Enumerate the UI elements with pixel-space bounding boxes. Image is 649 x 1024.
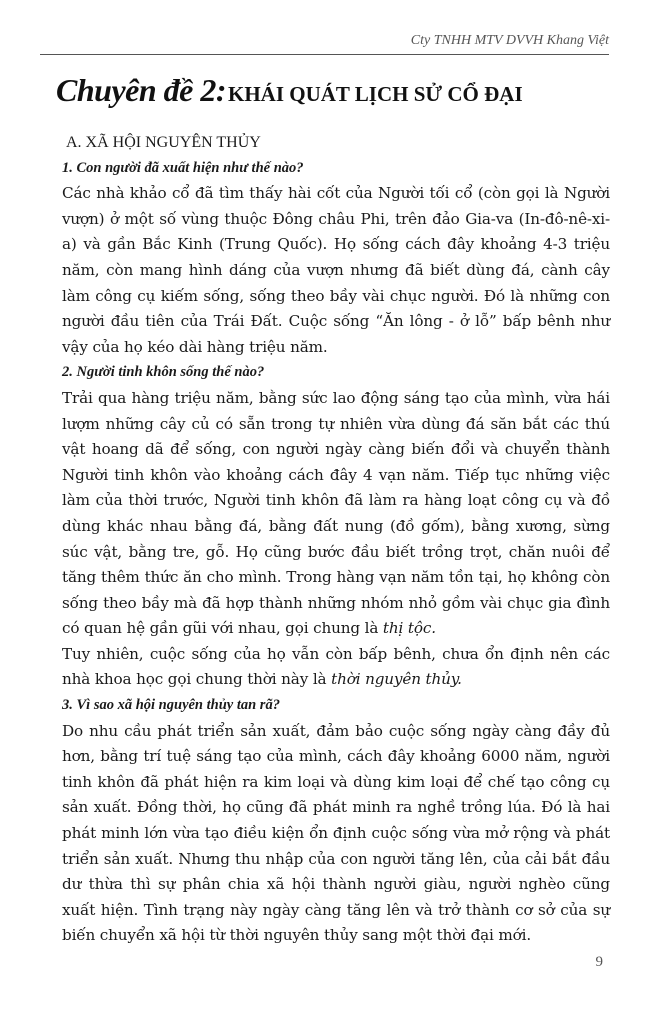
paragraph-q2-2: [62, 642, 610, 693]
running-header: [40, 28, 609, 55]
page-number: 9: [595, 954, 603, 970]
paragraph-q2-2-text: Tuy nhiên, cuộc sống của họ vẫn còn bấp bênh, chưa ổn định nên các nhà khoa học gọi chung thời này là: [62, 644, 610, 689]
paragraph-q1: [62, 181, 610, 360]
paragraph-q3-text: Do nhu cầu phát triển sản xuất, đảm bảo cuộc sống ngày càng đầy đủ hơn, bằng trí tuệ sáng tạo của mình, cách đây khoảng 6000 năm, người tinh khôn đã phát hiện ra kim loại và dùng kim loại để chế tạo công cụ sản xuất. Đồng thời, họ cũng đã phát minh ra nghề trồng lúa. Đó là hai phát minh lớn vừa tạo điều kiện ổn định cuộc sống vừa mở rộng và phát triển sản xuất. Nhưng thu nhập của con người tăng lên, của cải bắt đầu dư thừa thì sự phân chia xã hội thành người giàu, người nghèo cũng xuất hiện. Tình trạng này ngày càng tăng lên và trở thành cơ sở của sự biến chuyển xã hội từ thời nguyên thủy sang một thời đại mới.: [62, 721, 610, 945]
question-2: 2. Người tinh khôn sống thế nào?: [62, 364, 265, 381]
term-thoi-nguyen-thuy: thời nguyên thủy.: [331, 670, 462, 689]
paragraph-q1-text: Các nhà khảo cổ đã tìm thấy hài cốt của Người tối cổ (còn gọi là Người vượn) ở một số vùng thuộc Đông châu Phi, trên đảo Gia-va (In-đô-nê-xi-a) và gần Bắc Kinh (Trung Quốc). Họ sống cách đây khoảng 4-3 triệu năm, còn mang hình dáng của vượn nhưng đã biết dùng đá, cành cây làm công cụ kiếm sống, sống theo bầy vài chục người. Đó là những con người đầu tiên của Trái Đất. Cuộc sống “Ăn lông - ở lỗ” bấp bênh như vậy của họ kéo dài hàng triệu năm.: [62, 184, 610, 356]
chapter-title: KHÁI QUÁT LỊCH SỬ CỔ ĐẠI: [228, 82, 523, 106]
question-1: 1. Con người đã xuất hiện như thế nào?: [62, 159, 304, 176]
chapter-heading: [56, 72, 616, 122]
paragraph-q3: [62, 719, 610, 949]
paragraph-q2-1: [62, 386, 610, 642]
publisher-name: Cty TNHH MTV DVVH Khang Việt: [410, 33, 609, 48]
question-3: 3. Vì sao xã hội nguyên thủy tan rã?: [62, 697, 280, 714]
paragraph-q2-1-text: Trải qua hàng triệu năm, bằng sức lao động sáng tạo của mình, vừa hái lượm những cây củ có sẵn trong tự nhiên vừa dùng đá săn bắt các thú vật hoang dã để sống, con người ngày càng biến đổi và chuyển thành Người tinh khôn vào khoảng cách đây 4 vạn năm. Tiếp tục những việc làm của thời trước, Người tinh khôn đã làm ra hàng loạt công cụ và đồ dùng khác nhau bằng đá, bằng đất nung (đồ gốm), bằng xương, sừng súc vật, bằng tre, gỗ. Họ cũng bước đầu biết trồng trọt, chăn nuôi để tăng thêm thức ăn cho mình. Trong hàng vạn năm tồn tại, họ không còn sống theo bầy mà đã hợp thành những nhóm nhỏ gồm vài chục gia đình có quan hệ gần gũi với nhau, gọi chung là: [62, 388, 610, 638]
page-content: [62, 130, 610, 949]
chapter-label: Chuyên đề 2:: [56, 72, 226, 108]
section-title: A. XÃ HỘI NGUYÊN THỦY: [66, 134, 261, 151]
term-thi-toc: thị tộc.: [382, 619, 436, 638]
